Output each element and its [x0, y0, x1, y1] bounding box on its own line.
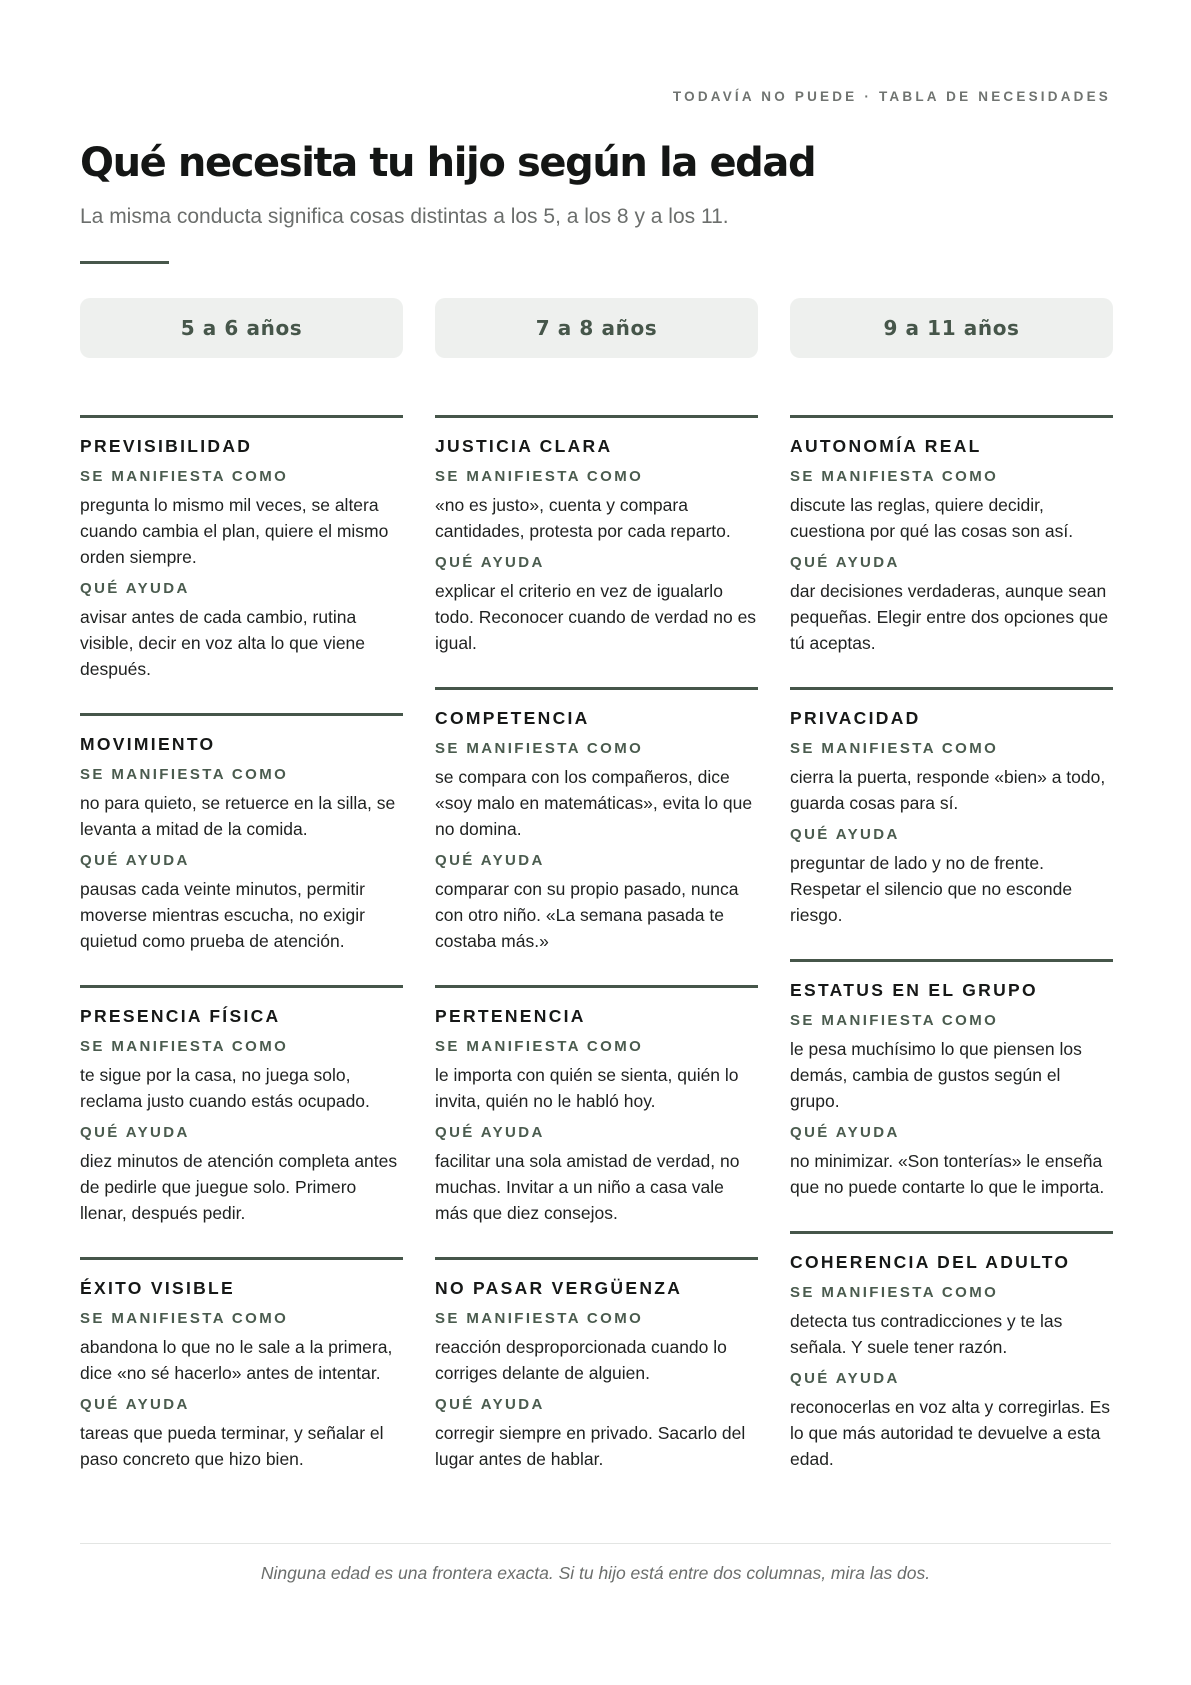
need-title: PRIVACIDAD	[790, 708, 921, 728]
manifest-label: SE MANIFIESTA COMO	[435, 468, 644, 485]
manifest-text: te sigue por la casa, no juega solo, reclama justo cuando estás ocupado.	[80, 1065, 370, 1111]
manifest-text: cierra la puerta, responde «bien» a todo, guarda cosas para sí.	[790, 767, 1106, 813]
age-column-header: 5 a 6 años	[80, 298, 403, 358]
age-column-header: 7 a 8 años	[435, 298, 758, 358]
need-list	[80, 415, 403, 1472]
need-list	[435, 415, 758, 1472]
manifest-label: SE MANIFIESTA COMO	[80, 468, 289, 485]
need-title: PREVISIBILIDAD	[80, 436, 253, 456]
help-text: preguntar de lado y no de frente. Respetar el silencio que no esconde riesgo.	[790, 853, 1073, 925]
age-column	[790, 298, 1113, 1503]
help-text: avisar antes de cada cambio, rutina visible, decir en voz alta lo que viene después.	[80, 607, 366, 679]
age-column-header: 9 a 11 años	[790, 298, 1113, 358]
help-label: QUÉ AYUDA	[435, 1396, 545, 1413]
help-label: QUÉ AYUDA	[80, 1396, 190, 1413]
need-title: AUTONOMÍA REAL	[790, 436, 982, 456]
need-title: PERTENENCIA	[435, 1006, 586, 1026]
footer-note: Ninguna edad es una frontera exacta. Si tu hijo está entre dos columnas, mira las dos.	[260, 1563, 931, 1583]
need-title: JUSTICIA CLARA	[435, 436, 613, 456]
manifest-text: «no es justo», cuenta y compara cantidades, protesta por cada reparto.	[435, 495, 731, 541]
need-card	[790, 415, 1113, 656]
footer-divider	[80, 1543, 1111, 1544]
help-text: dar decisiones verdaderas, aunque sean pequeñas. Elegir entre dos opciones que tú aceptas.	[790, 581, 1109, 653]
manifest-text: pregunta lo mismo mil veces, se altera cuando cambia el plan, quiere el mismo orden siempre.	[80, 495, 389, 567]
need-title: ÉXITO VISIBLE	[80, 1278, 236, 1298]
help-label: QUÉ AYUDA	[790, 1124, 900, 1141]
manifest-text: le pesa muchísimo lo que piensen los demás, cambia de gustos según el grupo.	[790, 1039, 1082, 1111]
manifest-label: SE MANIFIESTA COMO	[790, 1012, 999, 1029]
manifest-label: SE MANIFIESTA COMO	[790, 468, 999, 485]
need-card	[80, 713, 403, 954]
manifest-label: SE MANIFIESTA COMO	[435, 740, 644, 757]
help-text: facilitar una sola amistad de verdad, no muchas. Invitar a un niño a casa vale más que diez consejos.	[435, 1151, 740, 1223]
need-card	[790, 959, 1113, 1200]
manifest-text: detecta tus contradicciones y te las señala. Y suele tener razón.	[790, 1311, 1063, 1357]
manifest-label: SE MANIFIESTA COMO	[80, 1038, 289, 1055]
need-title: COMPETENCIA	[435, 708, 590, 728]
help-text: reconocerlas en voz alta y corregirlas. Es lo que más autoridad te devuelve a esta edad.	[790, 1397, 1110, 1469]
manifest-label: SE MANIFIESTA COMO	[80, 766, 289, 783]
page-subtitle: La misma conducta significa cosas distintas a los 5, a los 8 y a los 11.	[80, 205, 729, 228]
manifest-label: SE MANIFIESTA COMO	[790, 740, 999, 757]
help-label: QUÉ AYUDA	[435, 554, 545, 571]
help-label: QUÉ AYUDA	[80, 1124, 190, 1141]
need-title: MOVIMIENTO	[80, 734, 216, 754]
manifest-text: no para quieto, se retuerce en la silla, se levanta a mitad de la comida.	[80, 793, 396, 839]
need-card	[435, 687, 758, 954]
manifest-label: SE MANIFIESTA COMO	[790, 1284, 999, 1301]
help-text: tareas que pueda terminar, y señalar el paso concreto que hizo bien.	[80, 1423, 384, 1469]
help-text: diez minutos de atención completa antes de pedirle que juegue solo. Primero llenar, después pedir.	[80, 1151, 398, 1223]
help-label: QUÉ AYUDA	[435, 852, 545, 869]
manifest-text: reacción desproporcionada cuando lo corriges delante de alguien.	[435, 1337, 727, 1383]
need-title: PRESENCIA FÍSICA	[80, 1006, 281, 1026]
manifest-label: SE MANIFIESTA COMO	[435, 1310, 644, 1327]
manifest-label: SE MANIFIESTA COMO	[80, 1310, 289, 1327]
help-label: QUÉ AYUDA	[435, 1124, 545, 1141]
need-card	[80, 1257, 403, 1472]
need-card	[435, 985, 758, 1226]
need-card	[435, 1257, 758, 1472]
need-card	[790, 1231, 1113, 1472]
help-label: QUÉ AYUDA	[790, 554, 900, 571]
need-title: COHERENCIA DEL ADULTO	[790, 1252, 1071, 1272]
help-text: explicar el criterio en vez de igualarlo todo. Reconocer cuando de verdad no es igual.	[435, 581, 757, 653]
help-text: corregir siempre en privado. Sacarlo del lugar antes de hablar.	[435, 1423, 746, 1469]
help-text: no minimizar. «Son tonterías» le enseña que no puede contarte lo que le importa.	[790, 1151, 1105, 1197]
kicker: TODAVÍA NO PUEDE · TABLA DE NECESIDADES	[672, 89, 1111, 104]
need-list	[790, 415, 1113, 1472]
need-card	[790, 687, 1113, 928]
help-label: QUÉ AYUDA	[790, 1370, 900, 1387]
manifest-text: discute las reglas, quiere decidir, cuestiona por qué las cosas son así.	[790, 495, 1074, 541]
need-card	[435, 415, 758, 656]
need-title: NO PASAR VERGÜENZA	[435, 1278, 683, 1298]
manifest-text: le importa con quién se sienta, quién lo invita, quién no le habló hoy.	[435, 1065, 739, 1111]
age-column	[435, 298, 758, 1503]
help-label: QUÉ AYUDA	[80, 852, 190, 869]
need-card	[80, 985, 403, 1226]
help-label: QUÉ AYUDA	[790, 826, 900, 843]
help-text: pausas cada veinte minutos, permitir moverse mientras escucha, no exigir quietud como prueba de atención.	[80, 879, 365, 951]
help-label: QUÉ AYUDA	[80, 580, 190, 597]
need-card	[80, 415, 403, 682]
manifest-text: se compara con los compañeros, dice «soy malo en matemáticas», evita lo que no domina.	[435, 767, 753, 839]
need-title: ESTATUS EN EL GRUPO	[790, 980, 1038, 1000]
manifest-text: abandona lo que no le sale a la primera, dice «no sé hacerlo» antes de intentar.	[80, 1337, 393, 1383]
age-column	[80, 298, 403, 1503]
page-title: Qué necesita tu hijo según la edad	[80, 140, 816, 186]
accent-rule	[80, 261, 169, 264]
help-text: comparar con su propio pasado, nunca con otro niño. «La semana pasada te costaba más.»	[435, 879, 739, 951]
manifest-label: SE MANIFIESTA COMO	[435, 1038, 644, 1055]
